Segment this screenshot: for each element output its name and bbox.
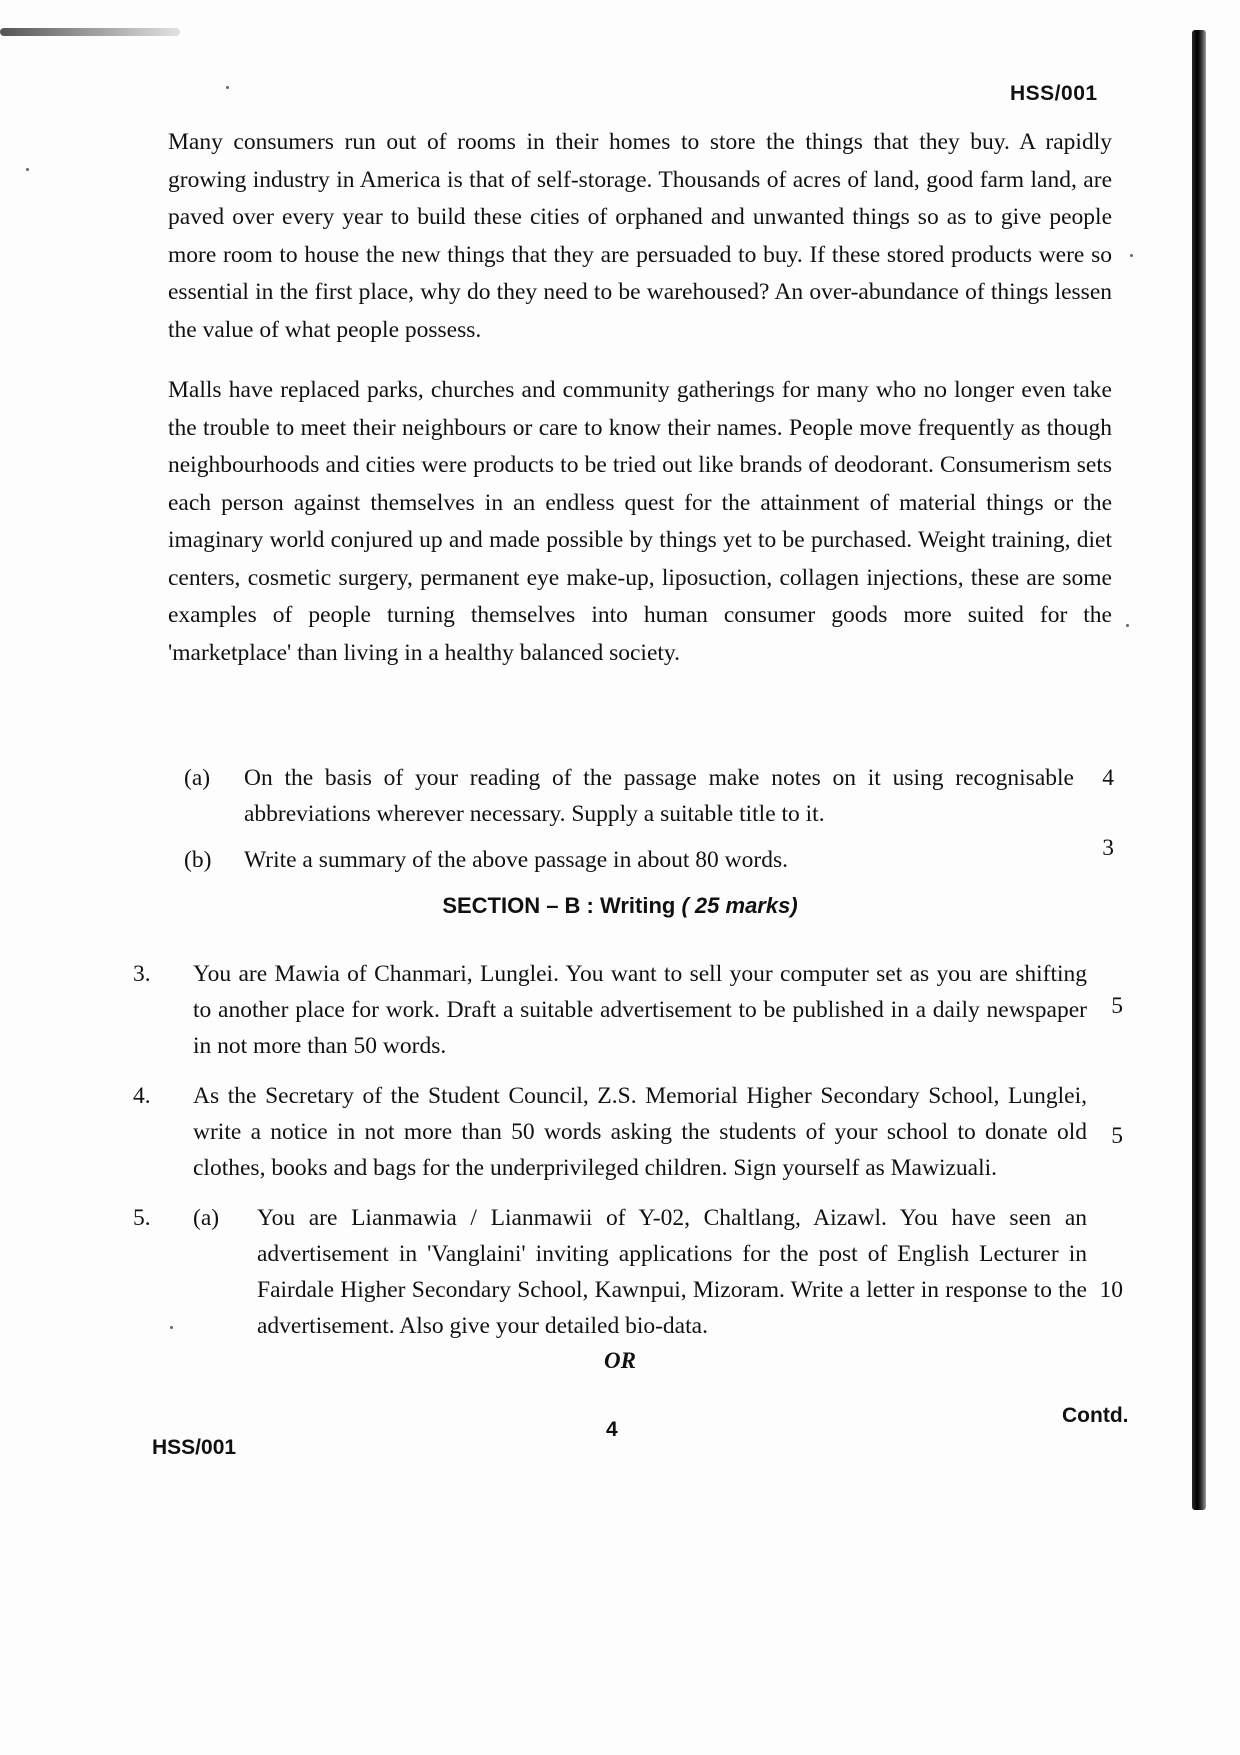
question-marks: 5 xyxy=(1111,993,1123,1019)
scan-speck xyxy=(226,86,229,89)
sub-question-marks: 3 xyxy=(1102,835,1114,861)
sub-question-text: On the basis of your reading of the passage make notes on it using recognisable abbreviations wherever necessary. Supply a suitable title to it. xyxy=(244,765,1074,827)
question-4 xyxy=(133,1078,1123,1186)
question-marks: 10 xyxy=(1099,1277,1123,1303)
sub-question-a xyxy=(184,760,1114,832)
paper-code-footer: HSS/001 xyxy=(152,1436,237,1459)
question-number: 3. xyxy=(133,961,151,987)
sub-question-b xyxy=(184,835,1114,878)
sub-question-label: (b) xyxy=(184,847,212,873)
scan-speck xyxy=(26,168,29,171)
sub-question-label: (a) xyxy=(184,765,211,791)
sub-question-text: Write a summary of the above passage in about 80 words. xyxy=(244,847,788,873)
scan-speck xyxy=(1130,254,1133,257)
passage-paragraph-2: Malls have replaced parks, churches and community gatherings for many who no longer even take the trouble to meet their neighbours or care to know their names. People move frequently as though neighbourhoods and cities were products to be tried out like brands of deodorant. Consumerism sets each person against themselves in an endless quest for the attainment of material things or the imaginary world conjured up and made possible by things yet to be purchased. Weight training, diet centers, cosmetic surgery, permanent eye make-up, liposuction, collagen injections, these are some examples of people turning themselves into human consumer goods more suited for the 'marketplace' than living in a healthy balanced society. xyxy=(168,377,1112,666)
section-b-marks: ( 25 marks) xyxy=(681,893,798,918)
question-text: As the Secretary of the Student Council, Z.S. Memorial Higher Secondary School, Lunglei, write a notice in not more than 50 words asking the students of your school to donate old clothes, books and bags for the underprivileged children. Sign yourself as Mawizuali. xyxy=(193,1083,1087,1181)
continued-label: Contd. xyxy=(1062,1404,1129,1427)
scan-speck xyxy=(1126,624,1129,627)
section-b-title: SECTION – B : Writing xyxy=(442,893,676,918)
page-number: 4 xyxy=(606,1418,618,1441)
section-b-heading xyxy=(0,893,1240,919)
question-5 xyxy=(133,1200,1123,1344)
question-number: 5. xyxy=(133,1205,151,1231)
paper-code-header: HSS/001 xyxy=(1010,82,1098,105)
question-marks: 5 xyxy=(1111,1123,1123,1149)
scan-binding-edge xyxy=(1192,30,1206,1510)
question-text: You are Mawia of Chanmari, Lunglei. You want to sell your computer set as you are shifting to another place for work. Draft a suitable advertisement to be published in a daily newspaper in not more than 50 words. xyxy=(193,961,1087,1059)
question-sub-label: (a) xyxy=(193,1205,220,1231)
scan-smudge xyxy=(0,28,180,36)
or-separator: OR xyxy=(604,1348,636,1373)
question-number: 4. xyxy=(133,1083,151,1109)
question-text: You are Lianmawia / Lianmawii of Y-02, Chaltlang, Aizawl. You have seen an advertisement in 'Vanglaini' inviting applications for the post of English Lecturer in Fairdale Higher Secondary School, Kawnpui, Mizoram. Write a letter in response to the advertisement. Also give your detailed bio-data. xyxy=(257,1205,1087,1339)
sub-question-marks: 4 xyxy=(1102,765,1114,791)
question-3 xyxy=(133,956,1123,1064)
passage-paragraph-1: Many consumers run out of rooms in their homes to store the things that they buy. A rapidly growing industry in America is that of self-storage. Thousands of acres of land, good farm land, are paved over every year to build these cities of orphaned and unwanted things so as to give people more room to house the new things that they are persuaded to buy. If these stored products were so essential in the first place, why do they need to be warehoused? An over-abundance of things lessen the value of what people possess. xyxy=(168,129,1112,343)
